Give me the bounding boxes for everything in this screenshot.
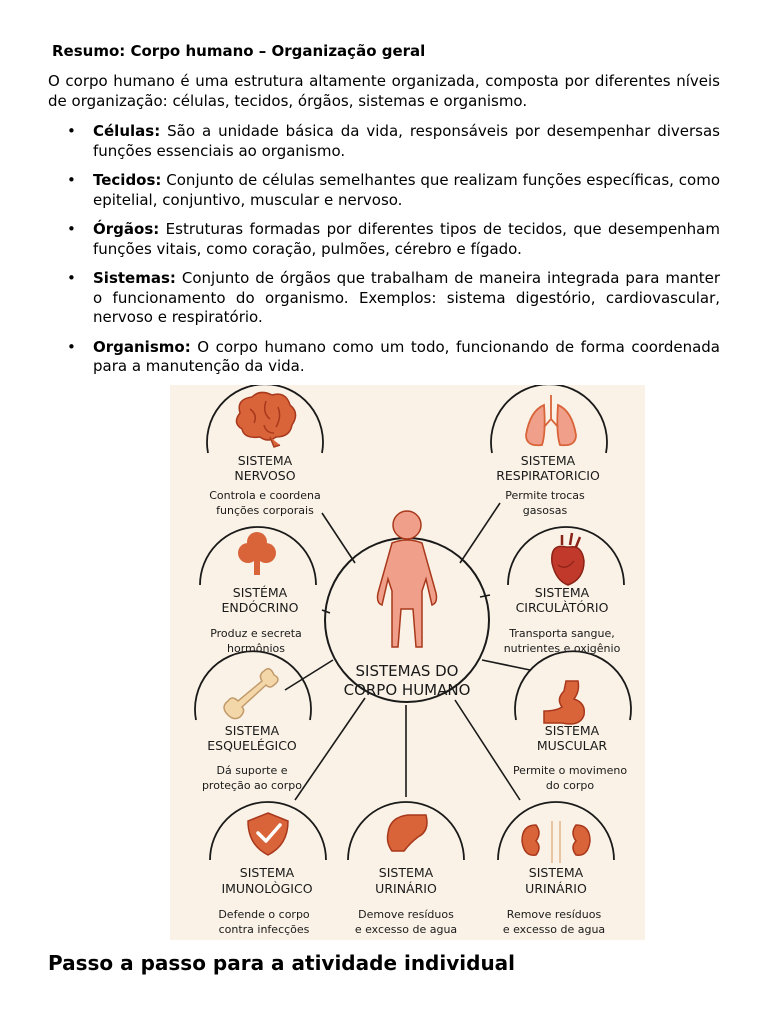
- level-description: São a unidade básica da vida, responsáveis por desempenhar diversas funções essenciais ao organismo.: [93, 122, 720, 160]
- system-description-line2: hormônios: [227, 642, 285, 655]
- section-heading: Passo a passo para a atividade individual: [48, 951, 516, 975]
- system-description-line2: proteção ao corpo: [201, 779, 303, 792]
- summary-title: Resumo: Corpo humano – Organização geral: [52, 42, 426, 60]
- level-description: Estruturas formadas por diferentes tipos de tecidos, que desempenham funções vitais, como coração, pulmões, cérebro e fígado.: [93, 220, 720, 258]
- bullet-icon: •: [67, 337, 76, 356]
- level-description: O corpo humano como um todo, funcionando de forma coordenada para a manutenção da vida.: [93, 337, 720, 375]
- organization-levels-list: [48, 122, 720, 387]
- system-label-line2: ENDÓCRINO: [221, 600, 299, 615]
- system-description-line1: Demove resíduos: [358, 908, 454, 921]
- level-term: Órgãos:: [93, 220, 160, 238]
- system-label-line2: MUSCULAR: [536, 738, 608, 753]
- system-description-line1: Defende o corpo: [218, 908, 310, 921]
- level-description: Conjunto de órgãos que trabalham de maneira integrada para manter o funcionamento do organismo. Exemplos: sistema digestório, cardiovascular, nervoso e respiratório.: [93, 269, 720, 326]
- system-description-line2: e excesso de agua: [502, 923, 606, 936]
- level-term: Tecidos:: [93, 171, 162, 189]
- system-description-line1: Produz e secreta: [210, 627, 302, 640]
- system-description-line2: nutrientes e oxigênio: [503, 642, 621, 655]
- list-item: [48, 269, 720, 328]
- level-term: Organismo:: [93, 337, 191, 356]
- system-label-line1: SISTEMA: [224, 723, 280, 738]
- system-description-line2: e excesso de agua: [354, 923, 458, 936]
- system-description-line2: funções corporais: [216, 504, 314, 517]
- system-label-line1: SISTEMA: [239, 865, 295, 880]
- level-term: Células:: [93, 122, 161, 140]
- kidneys-icon: [522, 821, 590, 863]
- body-systems-infographic: [170, 385, 645, 940]
- system-label-line1: SISTÉMA: [232, 585, 288, 600]
- system-label-line2: URINÁRIO: [525, 881, 587, 896]
- system-label-line2: RESPIRATORICIO: [496, 468, 600, 483]
- system-description-line1: Dá suporte e: [216, 764, 288, 777]
- system-description-line1: Remove resíduos: [506, 908, 602, 921]
- human-body-icon: [378, 511, 437, 647]
- center-title-line2: CORPO HUMANO: [343, 681, 471, 699]
- center-title-line1: SISTEMAS DO: [355, 662, 459, 680]
- system-label-line2: CIRCULÀTÓRIO: [515, 600, 609, 615]
- system-label-line1: SISTEMA: [528, 865, 584, 880]
- list-item: [48, 338, 720, 377]
- system-description-line2: contra infecções: [218, 923, 310, 936]
- system-label-line2: NERVOSO: [234, 468, 296, 483]
- system-label-line1: SISTEMA: [534, 585, 590, 600]
- system-label-line2: URINÁRIO: [375, 881, 437, 896]
- bullet-icon: •: [67, 220, 76, 238]
- system-label-line1: SISTEMA: [520, 453, 576, 468]
- bone-icon: [224, 669, 278, 719]
- list-item: [48, 220, 720, 259]
- system-label-line1: SISTEMA: [237, 453, 293, 468]
- system-description-line2: do corpo: [545, 779, 595, 792]
- liver-icon: [388, 815, 428, 851]
- level-term: Sistemas:: [93, 269, 176, 287]
- bullet-icon: •: [67, 122, 76, 140]
- system-description-line1: Transporta sangue,: [509, 627, 615, 640]
- system-label-line2: ESQUELÉGICO: [207, 738, 297, 753]
- list-item: [48, 122, 720, 161]
- system-label-line2: IMUNOLÒGICO: [221, 881, 313, 896]
- bullet-icon: •: [67, 269, 76, 287]
- system-label-line1: SISTEMA: [378, 865, 434, 880]
- system-description-line1: Permite trocas: [505, 489, 585, 502]
- system-label-line1: SISTEMA: [544, 723, 600, 738]
- system-description-line1: Controla e coordena: [209, 489, 321, 502]
- stomach-icon: [544, 681, 584, 724]
- brain-icon: [236, 392, 295, 447]
- system-description-line1: Permite o movimeno: [512, 764, 628, 777]
- level-description: Conjunto de células semelhantes que realizam funções específicas, como epitelial, conjuntivo, muscular e nervoso.: [93, 171, 720, 209]
- shield-check-icon: [248, 813, 288, 855]
- lungs-icon: [526, 395, 576, 445]
- bullet-icon: •: [67, 171, 76, 189]
- system-description-line2: gasosas: [522, 504, 568, 517]
- list-item: [48, 171, 720, 210]
- intro-paragraph: O corpo humano é uma estrutura altamente organizada, composta por diferentes níveis de organização: células, tecidos, órgãos, sistemas e organismo.: [48, 72, 720, 110]
- heart-icon: [552, 533, 584, 585]
- gland-icon: [238, 532, 276, 575]
